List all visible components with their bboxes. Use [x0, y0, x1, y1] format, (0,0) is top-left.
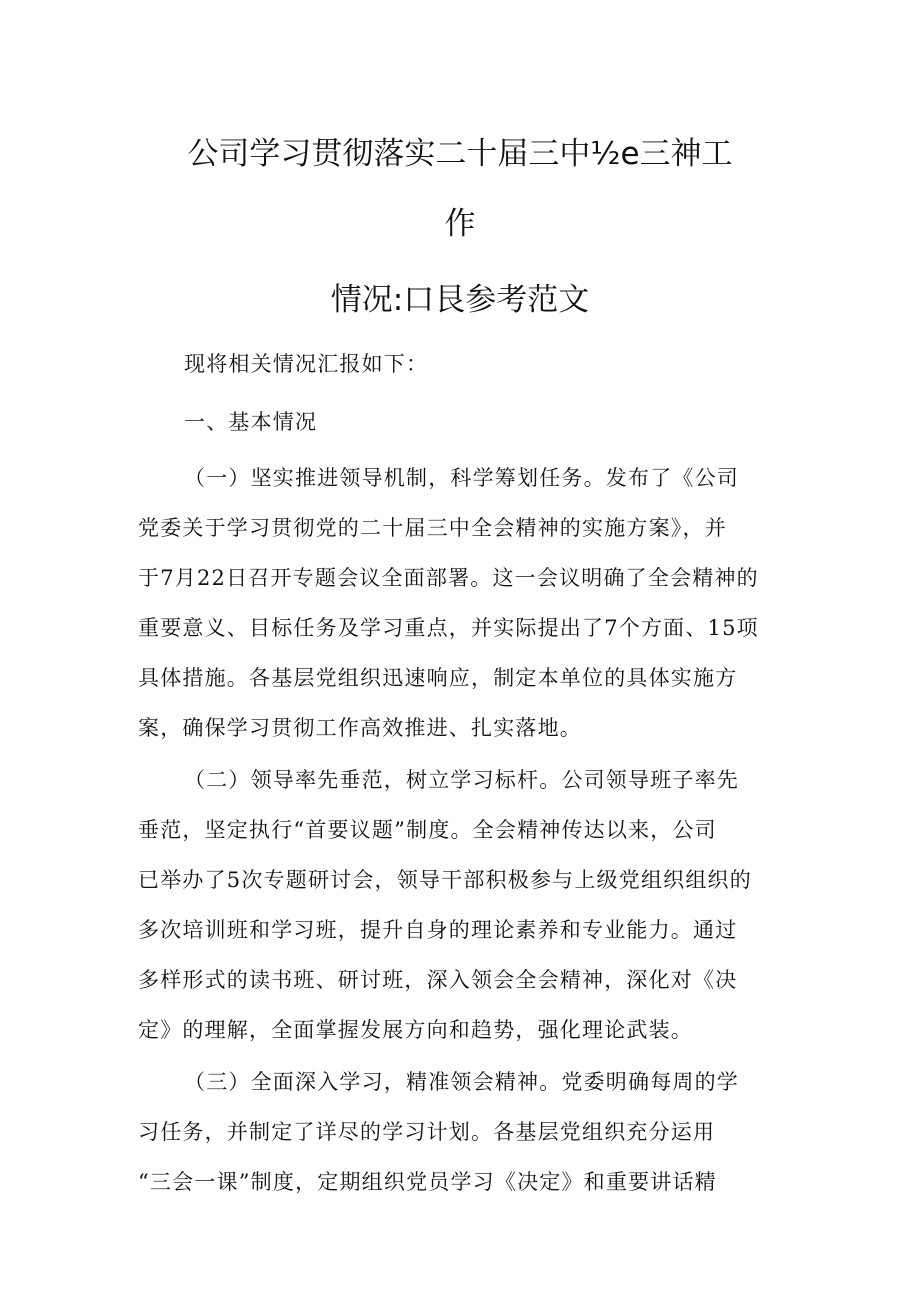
document-title-line-1 [0, 128, 920, 173]
paragraph-line: 定》的理解，全面掌握发展方向和趋势，强化理论武装。 [138, 1018, 693, 1042]
paragraph-line: 具体措施。各基层党组织迅速响应，制定本单位的具体实施方 [138, 666, 738, 690]
paragraph-line: 已举办了5次专题研讨会，领导干部积极参与上级党组织组织的 [138, 868, 752, 892]
paragraph-line: 多样形式的读书班、研讨班，深入领会全会精神，深化对《决 [138, 968, 738, 992]
intro-text: 现将相关情况汇报如下： [184, 352, 429, 376]
title-text-1: 公司学习贯彻落实二十届三中½e三神工 [187, 136, 733, 172]
paragraph-line: 习任务，并制定了详尽的学习计划。各基层党组织充分运用 [138, 1120, 716, 1144]
paragraph-line: 重要意义、目标任务及学习重点，并实际提出了7个方面、15项 [138, 616, 759, 640]
paragraph-line: （三）全面深入学习，精准领会精神。党委明确每周的学 [184, 1070, 739, 1094]
paragraph-line: 案，确保学习贯彻工作高效推进、扎实落地。 [138, 716, 582, 740]
paragraph-line: 于7月22日召开专题会议全面部署。这一会议明确了全会精神的 [138, 566, 759, 590]
paragraph-line: 党委关于学习贯彻党的二十届三中全会精神的实施方案》，并 [138, 516, 727, 540]
paragraph-line: “三会一课”制度，定期组织党员学习《决定》和重要讲话精 [138, 1170, 717, 1194]
paragraph-line: （一）坚实推进领导机制，科学筹划任务。发布了《公司 [184, 466, 739, 490]
paragraph-line: 多次培训班和学习班，提升自身的理论素养和专业能力。通过 [138, 918, 738, 942]
document-title-line-2 [0, 198, 920, 243]
title-text-3: 情况:口艮参考范文 [330, 282, 590, 318]
paragraph-line: （二）领导率先垂范，树立学习标杆。公司领导班子率先 [184, 768, 739, 792]
section-1-heading: 一、基本情况 [184, 410, 318, 434]
paragraph-line: 垂范，坚定执行“首要议题”制度。全会精神传达以来，公司 [138, 818, 717, 842]
title-text-2: 作 [444, 206, 476, 242]
document-title-line-3 [0, 274, 920, 319]
